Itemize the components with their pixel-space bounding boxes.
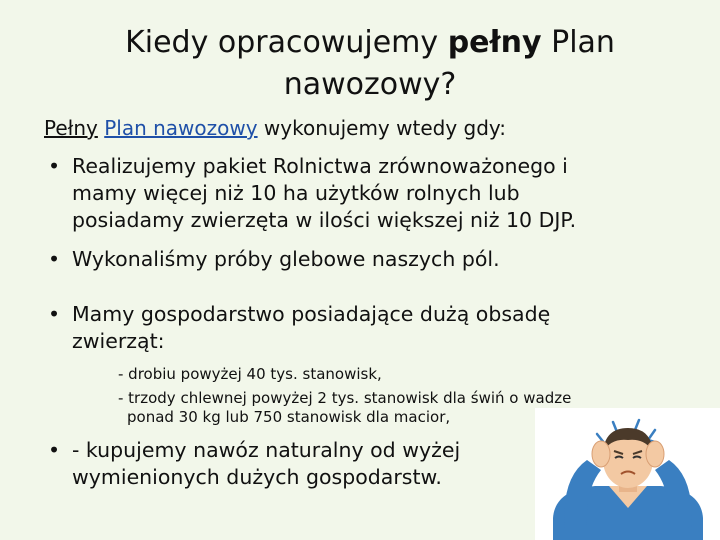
- bullet-1-line-3: posiadamy zwierzęta w ilości większej niż 10 DJP.: [72, 208, 577, 232]
- bullet-dot: •: [48, 154, 61, 178]
- bullet-1-line-2: mamy więcej niż 10 ha użytków rolnych lub: [72, 181, 520, 205]
- stressed-man-headache-icon: [535, 408, 720, 540]
- bullet-dot: •: [48, 302, 61, 326]
- title-line-2: nawozowy?: [283, 67, 457, 102]
- sub-item-2-line-1: - trzody chlewnej powyżej 2 tys. stanowisk dla świń o wadze: [118, 389, 572, 407]
- bullet-4-line-2: wymienionych dużych gospodarstw.: [72, 465, 442, 489]
- title-text-1: Kiedy opracowujemy: [125, 25, 448, 60]
- bullet-item-3: [48, 301, 678, 355]
- bullet-3-line-1: Mamy gospodarstwo posiadające dużą obsadę: [72, 302, 551, 326]
- title-text-2: Plan: [541, 25, 615, 60]
- bullet-2-text: Wykonaliśmy próby glebowe naszych pól.: [72, 247, 500, 271]
- intro-word-pelny: Pełny: [44, 116, 98, 140]
- bullet-4-line-1: - kupujemy nawóz naturalny od wyżej: [72, 438, 461, 462]
- bullet-3-line-2: zwierząt:: [72, 329, 165, 353]
- bullet-dot: •: [48, 247, 61, 271]
- sub-item-1-text: - drobiu powyżej 40 tys. stanowisk,: [118, 365, 382, 383]
- intro-line: [44, 115, 506, 141]
- slide-title: [90, 22, 650, 106]
- bullet-item-2: [48, 246, 678, 273]
- title-bold: pełny: [447, 25, 542, 60]
- sub-item-2-line-2: ponad 30 kg lub 750 stanowisk dla macior,: [127, 408, 451, 426]
- sub-item-poultry: [118, 365, 678, 384]
- bullet-1-line-1: Realizujemy pakiet Rolnictwa zrównoważonego i: [72, 154, 568, 178]
- bullet-dot: •: [48, 438, 61, 462]
- intro-link-plan-nawozowy: Plan nawozowy: [104, 116, 258, 140]
- bullet-item-1: [48, 153, 678, 234]
- intro-rest: wykonujemy wtedy gdy:: [257, 116, 507, 140]
